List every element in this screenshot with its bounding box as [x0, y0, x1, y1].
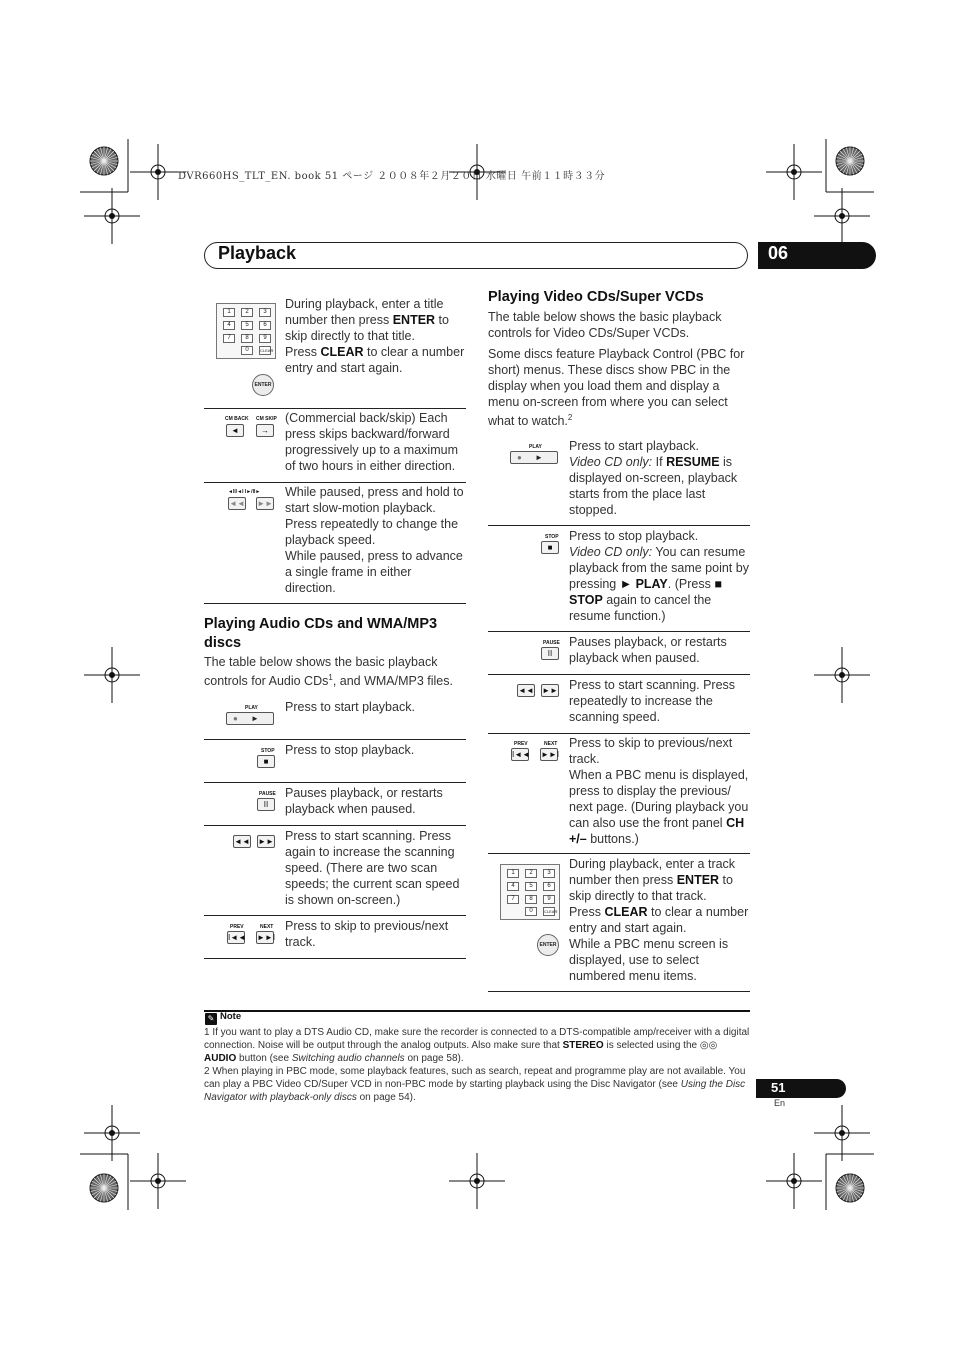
vcd-keypad-description: During playback, enter a track number then press ENTER to skip directly to that track. Press CLEAR to clear a number entry and start again. While a PBC menu screen is displayed, use to select numbered menu items.	[569, 857, 749, 983]
vcd-intro-text: Some discs feature Playback Control (PBC for short) menus. These discs show PBC in the display when you load them and display a menu on-screen from where you can select what to watch.	[488, 347, 745, 429]
audio-row-skip	[204, 916, 466, 959]
vcd-next-label: NEXT	[544, 741, 558, 747]
vcd-play-button-icon: ● ►	[510, 451, 558, 464]
cm-back-label: CM BACK	[225, 416, 249, 422]
keypad-key-clear: CLEAR	[544, 909, 558, 914]
vcd-row-play	[488, 436, 750, 526]
keypad-key-3: 3	[259, 308, 271, 317]
crosshair-dot	[791, 169, 797, 175]
vcd-section-title: Playing Video CDs/Super VCDs	[488, 289, 704, 305]
keypad-key-6: 6	[259, 321, 271, 330]
vcd-play-label: PLAY	[529, 444, 542, 450]
audio-stop-description: Press to stop playback.	[285, 743, 415, 757]
slow-forward-icon: ►►	[257, 499, 273, 508]
prev-label: PREV	[230, 924, 244, 930]
keypad-key-4: 4	[507, 882, 519, 891]
vcd-scan-reverse-icon: ◄◄	[518, 686, 534, 695]
audio-intro-text-end: , and WMA/MP3 files.	[332, 674, 453, 689]
vcd-enter-button-icon: ENTER	[537, 934, 559, 956]
crosshair-dot	[839, 213, 845, 219]
scan-reverse-icon: ◄◄	[234, 837, 250, 846]
vcd-row-skip	[488, 734, 750, 854]
footnote-1: 1 If you want to play a DTS Audio CD, make sure the recorder is connected to a DTS-compatible amp/receiver with a digital connection. Noise will be output through the analog outputs. Also make sure that STEREO is selected using the ◎◎ AUDIO button (see Switching audio channels on page 58).	[204, 1027, 750, 1064]
note-divider	[204, 1010, 750, 1012]
vcd-next-button-icon: ►►I	[541, 750, 560, 759]
crosshair-dot	[474, 1178, 480, 1184]
stop-button-icon: ■	[257, 755, 275, 768]
vcd-pause-button-icon: II	[541, 647, 559, 660]
play-button-icon: ● ►	[226, 712, 274, 725]
vcd-scan-description: Press to start scanning. Press repeatedly to increase the scanning speed.	[569, 678, 736, 724]
page-title: Playback	[218, 243, 297, 263]
cm-skip-icon: →	[256, 424, 274, 437]
keypad-key-5: 5	[241, 321, 253, 330]
vcd-stop-label: STOP	[545, 534, 559, 540]
keypad-key-9: 9	[543, 895, 555, 904]
keypad-key-1: 1	[507, 869, 519, 878]
crosshair-dot	[109, 1130, 115, 1136]
vcd-prev-label: PREV	[514, 741, 528, 747]
audio-row-stop	[204, 740, 466, 783]
page-number: 51	[771, 1080, 786, 1095]
next-label: NEXT	[260, 924, 274, 930]
audio-row-scan	[204, 826, 466, 916]
number-keypad-icon	[216, 303, 276, 359]
stop-label: STOP	[261, 748, 275, 754]
prev-button-icon: I◄◄	[228, 933, 247, 942]
footnote-2: 2 When playing in PBC mode, some playback features, such as search, repeat and programme play are not available. You can play a PBC Video CD/Super VCD in non-PBC mode by starting playback using the Disc Navigator (see Using the Disc Navigator with playback-only discs on page 54).	[204, 1066, 746, 1103]
crosshair-dot	[155, 1178, 161, 1184]
play-label: PLAY	[245, 705, 258, 711]
audio-section-title: Playing Audio CDs and WMA/MP3 discs	[204, 616, 438, 651]
slow-reverse-icon: ◄◄	[229, 499, 245, 508]
audio-row-pause	[204, 783, 466, 826]
vcd-row-keypad	[488, 854, 750, 992]
vcd-stop-description: Press to stop playback. Video CD only: You can resume playback from the same point by pressing ► PLAY. (Press ■ STOP again to cancel the resume function.)	[569, 529, 749, 623]
keypad-key-3: 3	[543, 869, 555, 878]
keypad-key-1: 1	[223, 308, 235, 317]
keypad-key-5: 5	[525, 882, 537, 891]
vcd-play-description: Press to start playback. Video CD only: If RESUME is displayed on-screen, playback starts from the place last stopped.	[569, 439, 738, 517]
keypad-key-7: 7	[507, 895, 519, 904]
audio-play-description: Press to start playback.	[285, 700, 415, 714]
vcd-pause-label: PAUSE	[543, 640, 560, 646]
slow-description: While paused, press and hold to start slow-motion playback. Press repeatedly to change the playback speed. While paused, press to advance a single frame in either direction.	[285, 485, 464, 595]
vcd-prev-button-icon: I◄◄	[512, 750, 531, 759]
keypad-key-2: 2	[241, 308, 253, 317]
keypad-key-7: 7	[223, 334, 235, 343]
slow-label: ◄II/◄I I►/II►	[228, 489, 261, 495]
vcd-row-pause	[488, 632, 750, 675]
vcd-intro-2	[488, 346, 750, 429]
audio-pause-description: Pauses playback, or restarts playback when paused.	[285, 786, 443, 816]
print-info: DVR660HS_TLT_EN. book 51 ページ ２００８年２月２０日 水曜日 午前１１時３３分	[178, 171, 606, 182]
keypad-key-0: 0	[525, 907, 537, 916]
cm-back-icon: ◄	[226, 424, 244, 437]
audio-section-intro	[204, 654, 468, 689]
audio-skip-description: Press to skip to previous/next track.	[285, 919, 449, 949]
keypad-key-8: 8	[525, 895, 537, 904]
keypad-key-2: 2	[525, 869, 537, 878]
note-icon: ✎	[205, 1013, 217, 1025]
pause-label: PAUSE	[259, 791, 276, 797]
crosshair-dot	[109, 672, 115, 678]
cm-description: (Commercial back/skip) Each press skips backward/forward progressively up to a maximum of two hours in either direction.	[285, 411, 458, 473]
page-number-tab	[756, 1079, 846, 1098]
chapter-number: 06	[768, 243, 789, 263]
left-row-keypad	[204, 294, 466, 409]
page-language: En	[774, 1098, 786, 1108]
vcd-stop-button-icon: ■	[541, 541, 559, 554]
keypad-key-clear: CLEAR	[260, 348, 274, 353]
note-heading: Note	[220, 1011, 242, 1022]
crosshair-dot	[791, 1178, 797, 1184]
vcd-pause-description: Pauses playback, or restarts playback when paused.	[569, 635, 727, 665]
pause-button-icon: II	[257, 798, 275, 811]
audio-intro-text: The table below shows the basic playback controls for Audio CDs	[204, 655, 438, 689]
audio-footnote-ref: 1	[328, 673, 333, 682]
crosshair-dot	[839, 1130, 845, 1136]
vcd-footnote-ref: 2	[567, 413, 573, 422]
crosshair-dot	[839, 672, 845, 678]
keypad-description: During playback, enter a title number then press ENTER to skip directly to that title. Press CLEAR to clear a number entry and start again.	[285, 297, 465, 375]
enter-button-icon: ENTER	[252, 374, 274, 396]
crosshair-dot	[155, 169, 161, 175]
vcd-row-scan	[488, 675, 750, 734]
vcd-skip-description: Press to skip to previous/next track. When a PBC menu is displayed, press to display the previous/ next page. (During playback you can also use the front panel CH +/– buttons.)	[569, 736, 749, 846]
scan-forward-icon: ►►	[258, 837, 274, 846]
keypad-key-0: 0	[241, 346, 253, 355]
keypad-key-6: 6	[543, 882, 555, 891]
vcd-number-keypad-icon	[500, 864, 560, 920]
audio-row-play	[204, 697, 466, 740]
vcd-intro-1: The table below shows the basic playback controls for Video CDs/Super VCDs.	[488, 310, 722, 340]
crosshair-dot	[109, 213, 115, 219]
vcd-scan-forward-icon: ►►	[542, 686, 558, 695]
keypad-key-4: 4	[223, 321, 235, 330]
vcd-row-stop	[488, 526, 750, 632]
cm-skip-label: CM SKIP	[256, 416, 277, 422]
keypad-key-8: 8	[241, 334, 253, 343]
next-button-icon: ►►I	[257, 933, 276, 942]
keypad-key-9: 9	[259, 334, 271, 343]
left-row-cm	[204, 409, 466, 483]
audio-scan-description: Press to start scanning. Press again to increase the scanning speed. (There are two scan speeds; the current scan speed is shown on-screen.)	[285, 829, 460, 907]
left-row-slow	[204, 483, 466, 604]
